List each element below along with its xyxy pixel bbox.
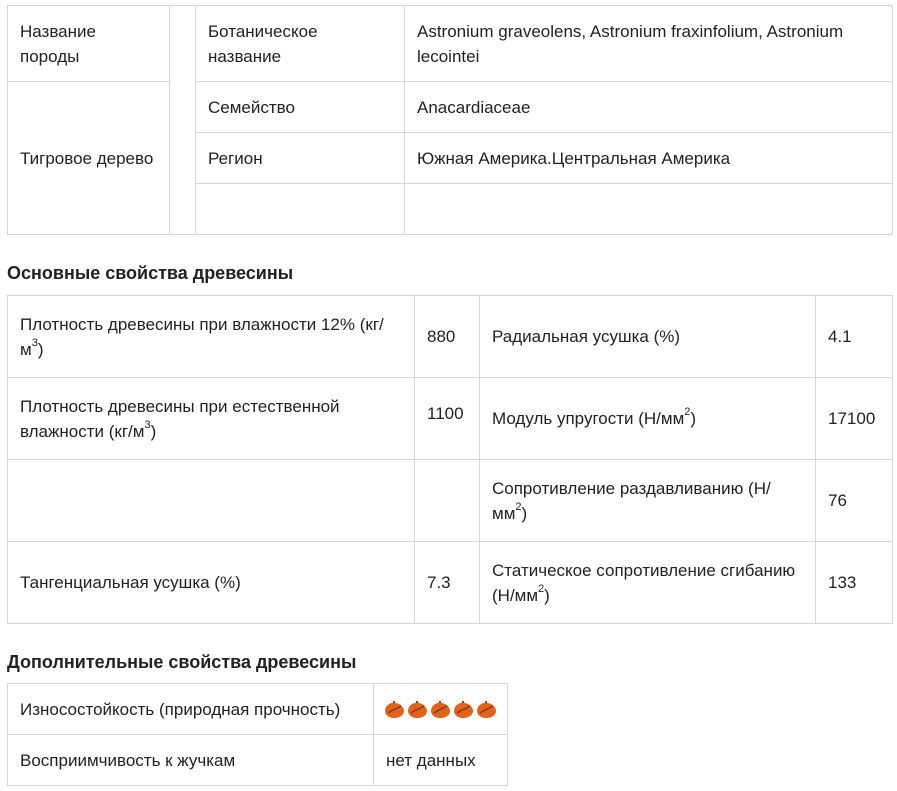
breed-info-table [7, 5, 893, 235]
empty-cell [196, 184, 405, 235]
breed-name-value: Тигровое дерево [8, 82, 170, 235]
region-label: Регион [196, 133, 405, 184]
beetles-value: нет данных [374, 735, 508, 786]
elastic-modulus-label: Модуль упругости $(Н/мм^2)$ [480, 378, 816, 460]
elastic-modulus-value: 17100 [816, 378, 893, 460]
family-value: Anacardiaceae [405, 82, 893, 133]
bending-resistance-label: Статическое сопротивление сгибанию $(Н/мм^2)$ [480, 542, 816, 624]
radial-shrinkage-value: 4.1 [816, 296, 893, 378]
density-12-label: Плотность древесины при влажности 12% $(кг/м^3)$ [8, 296, 415, 378]
crush-resistance-label: Сопротивление раздавливанию $(Н/мм^2)$ [480, 460, 816, 542]
durability-label: Износостойкость (природная прочность) [8, 684, 374, 735]
density-natural-value: 1100 [415, 378, 480, 460]
density-natural-label: Плотность древесины при естественной влажности $(кг/м^3)$ [8, 378, 415, 460]
leaf-icon [430, 701, 451, 719]
durability-rating [374, 684, 508, 735]
radial-shrinkage-label: Радиальная усушка (%) [480, 296, 816, 378]
crush-resistance-value: 76 [816, 460, 893, 542]
empty-cell [415, 460, 480, 542]
tangential-shrinkage-value: 7.3 [415, 542, 480, 624]
family-label: Семейство [196, 82, 405, 133]
botanical-name-label: Ботаническое название [196, 6, 405, 82]
density-12-value: 880 [415, 296, 480, 378]
extra-properties-table [7, 683, 508, 786]
leaf-icon [453, 701, 474, 719]
bending-resistance-value: 133 [816, 542, 893, 624]
leaf-icon [476, 701, 497, 719]
leaf-icon [407, 701, 428, 719]
spacer-cell [170, 6, 196, 235]
region-value: Южная Америка.Центральная Америка [405, 133, 893, 184]
basic-properties-table [7, 295, 893, 624]
tangential-shrinkage-label: Тангенциальная усушка (%) [8, 542, 415, 624]
basic-properties-heading: Основные свойства древесины [7, 263, 294, 283]
leaf-icon [384, 701, 405, 719]
empty-cell [405, 184, 893, 235]
empty-cell [8, 460, 415, 542]
beetles-label: Восприимчивость к жучкам [8, 735, 374, 786]
extra-properties-heading: Дополнительные свойства древесины [7, 652, 357, 672]
botanical-name-value: Astronium graveolens, Astronium fraxinfolium, Astronium lecointei [405, 6, 893, 82]
breed-name-label: Название породы [8, 6, 170, 82]
